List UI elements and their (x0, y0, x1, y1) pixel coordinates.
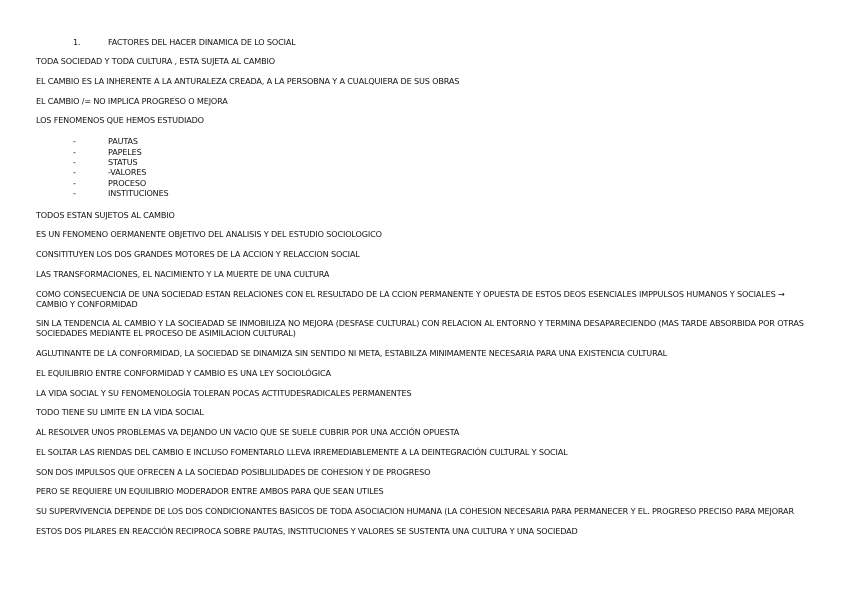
heading-number: 1. (73, 37, 81, 47)
bullet-list (36, 136, 806, 198)
paragraph: ESTOS DOS PILARES EN REACCIÓN RECIPROCA SOBRE PAUTAS, INSTITUCIONES Y VALORES SE SUSTENTA UNA CULTURA Y UNA SOCIEDAD (36, 526, 578, 537)
paragraph: EL SOLTAR LAS RIENDAS DEL CAMBIO E INCLUSO FOMENTARLO LLEVA IRREMEDIABLEMENTE A LA DEINTEGRACIÓN CULTURAL Y SOCIAL (36, 446, 568, 457)
list-item (36, 136, 806, 146)
paragraph: CONSITITUYEN LOS DOS GRANDES MOTORES DE LA ACCION Y RELACCION SOCIAL (36, 249, 360, 260)
list-bullet: - (73, 146, 76, 157)
list-bullet: - (73, 156, 76, 167)
paragraph: LAS TRANSFORMACIONES, EL NACIMIENTO Y LA MUERTE DE UNA CULTURA (36, 268, 330, 279)
paragraph: AL RESOLVER UNOS PROBLEMAS VA DEJANDO UN VACIO QUE SE SUELE CUBRIR POR UNA ACCIÓN OPUESTA (36, 427, 460, 438)
list-item-text: INSTITUCIONES (108, 188, 169, 199)
paragraph: ES UN FENOMENO OERMANENTE OBJETIVO DEL ANALISIS Y DEL ESTUDIO SOCIOLOGICO (36, 229, 382, 240)
heading-title: FACTORES DEL HACER DINAMICA DE LO SOCIAL (108, 37, 296, 47)
paragraph: TODOS ESTAN SUJETOS AL CAMBIO (36, 209, 175, 220)
paragraph: EL CAMBIO /= NO IMPLICA PROGRESO O MEJORA (36, 95, 228, 106)
paragraph: EL CAMBIO ES LA INHERENTE A LA ANTURALEZA CREADA, A LA PERSOBNA Y A CUALQUIERA DE SUS OBRAS (36, 75, 460, 86)
paragraph: LA VIDA SOCIAL Y SU FENOMENOLOGÍA TOLERAN POCAS ACTITUDESRADICALES PERMANENTES (36, 387, 412, 398)
list-bullet: - (73, 136, 76, 147)
paragraph: EL EQUILIBRIO ENTRE CONFORMIDAD Y CAMBIO ES UNA LEY SOCIOLÓGICA (36, 367, 331, 378)
document-body (36, 57, 806, 547)
paragraph: TODO TIENE SU LIMITE EN LA VIDA SOCIAL (36, 407, 204, 418)
list-item-text: STATUS (108, 156, 138, 167)
list-bullet: - (73, 177, 76, 188)
paragraph: AGLUTINANTE DE LA CONFORMIDAD, LA SOCIEDAD SE DINAMIZA SIN SENTIDO NI META, ESTABILZA MINIMAMENTE NECESARIA PARA UNA EXISTENCIA CULTURAL (36, 347, 667, 358)
list-item (36, 167, 806, 177)
paragraph: LOS FENOMENOS QUE HEMOS ESTUDIADO (36, 115, 204, 126)
paragraph: SU SUPERVIVENCIA DEPENDE DE LOS DOS CONDICIONANTES BASICOS DE TODA ASOCIACION HUMANA (LA COHESION NECESARIA PARA PERMANECER Y EL. PROGRESO PRECISO PARA MEJORAR (36, 506, 794, 517)
paragraph: TODA SOCIEDAD Y TODA CULTURA , ESTA SUJETA AL CAMBIO (36, 56, 275, 66)
list-item-text: PROCESO (108, 177, 147, 188)
list-item-text: -VALORES (108, 167, 147, 178)
paragraph: SIN LA TENDENCIA AL CAMBIO Y LA SOCIEADAD SE INMOBILIZA NO MEJORA (DESFASE CULTURAL) CON RELACION AL ENTORNO Y TERMINA DESAPARECIENDO (MAS TARDE ABSORBIDA POR OTRAS SOCIEDADES MEDIANTE EL PROCESO DE ASIMILACION CULTURAL) (36, 318, 804, 339)
paragraph: PERO SE REQUIERE UN EQUILIBRIO MODERADOR ENTRE AMBOS PARA QUE SEAN UTILES (36, 486, 384, 497)
section-heading (0, 37, 848, 47)
list-item (36, 157, 806, 167)
list-bullet: - (73, 167, 76, 178)
list-bullet: - (73, 188, 76, 199)
list-item (36, 147, 806, 157)
list-item (36, 188, 806, 198)
list-item-text: PAUTAS (108, 136, 138, 147)
list-item-text: PAPELES (108, 146, 142, 157)
paragraph: COMO CONSECUENCIA DE UNA SOCIEDAD ESTAN RELACIONES CON EL RESULTADO DE LA CCION PERMANENTE Y OPUESTA DE ESTOS DEOS ESENCIALES IMPPULSOS HUMANOS Y SOCIALES → CAMBIO Y CONFORMIDAD (36, 288, 785, 309)
list-item (36, 178, 806, 188)
paragraph: SON DOS IMPULSOS QUE OFRECEN A LA SOCIEDAD POSIBLILIDADES DE COHESION Y DE PROGRESO (36, 466, 431, 477)
